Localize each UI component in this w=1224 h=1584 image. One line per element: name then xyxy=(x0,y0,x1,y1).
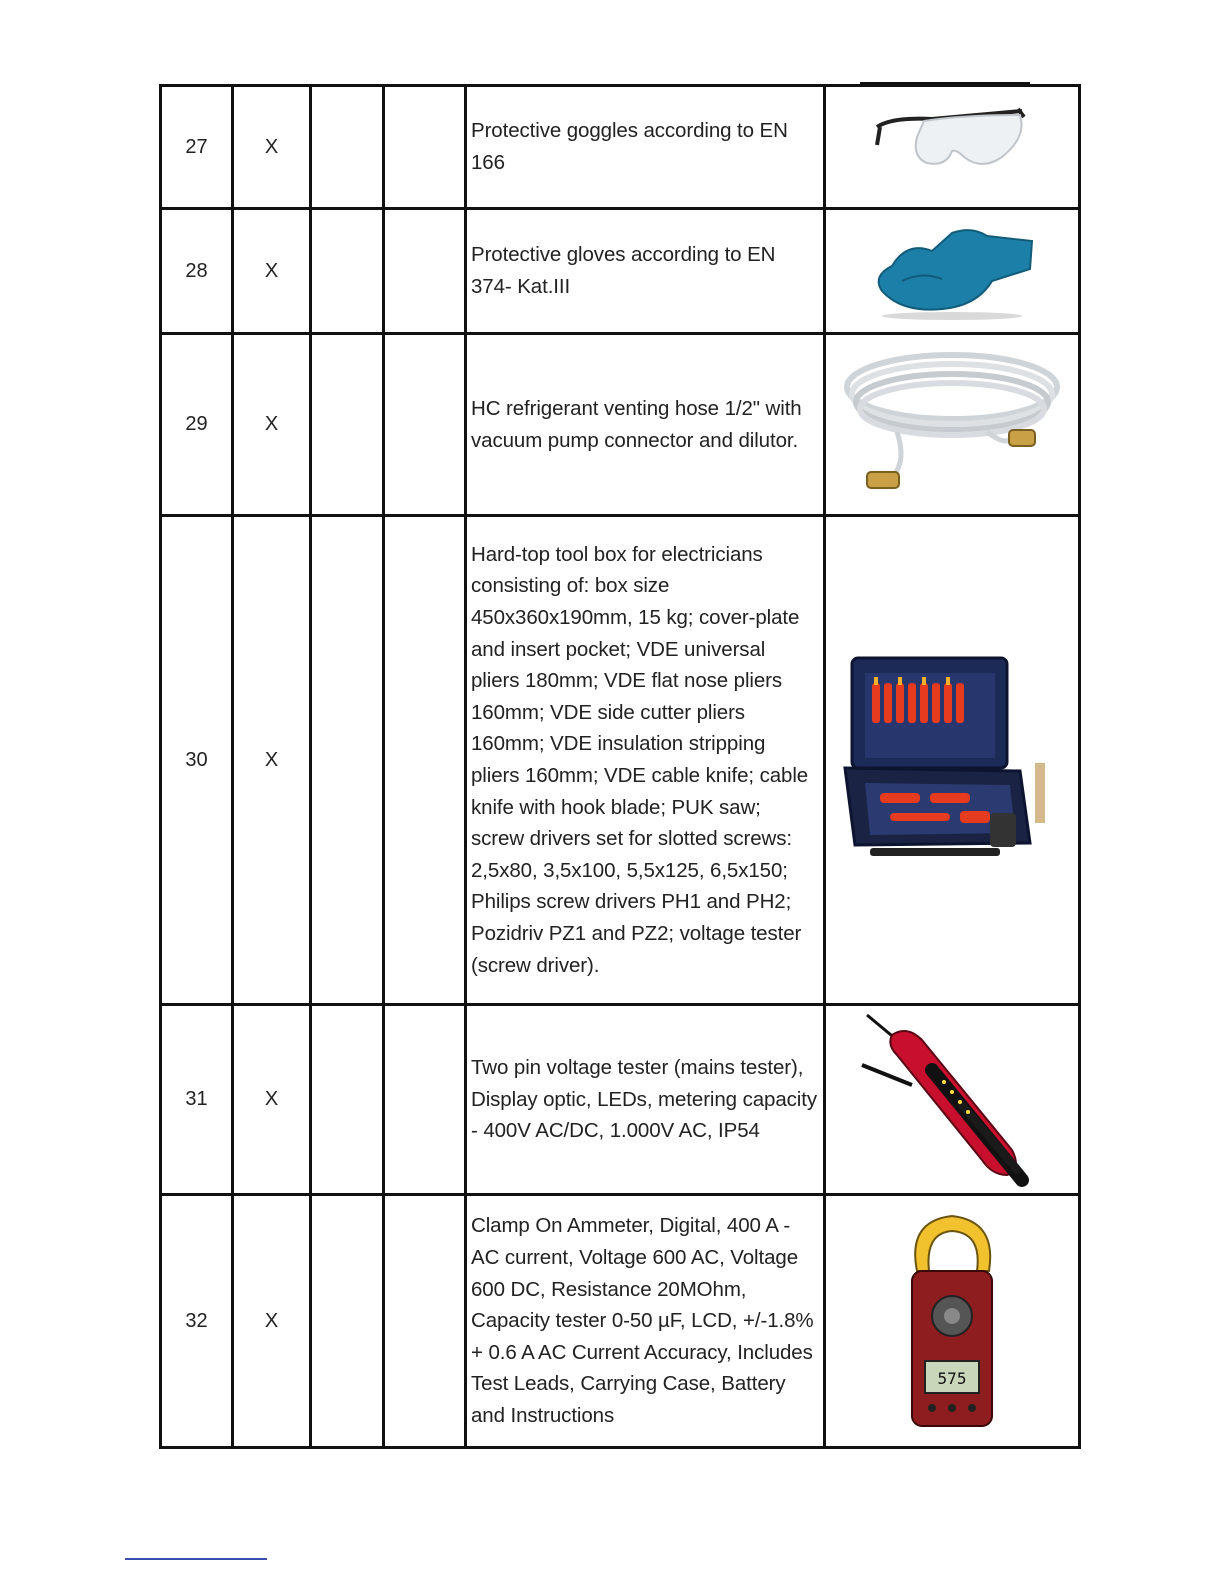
electrician-tool-case-icon xyxy=(840,653,1065,868)
item-image xyxy=(825,334,1080,516)
empty-cell xyxy=(384,1195,466,1448)
voltage-tester-icon xyxy=(852,1010,1052,1190)
coiled-hose-icon xyxy=(837,342,1067,507)
empty-cell xyxy=(311,1005,384,1195)
item-image xyxy=(825,516,1080,1005)
empty-cell xyxy=(384,1005,466,1195)
empty-cell xyxy=(384,86,466,209)
item-number: 29 xyxy=(161,334,233,516)
table-row xyxy=(161,516,1080,1005)
safety-goggles-icon xyxy=(872,97,1032,197)
item-description: Protective goggles according to EN 166 xyxy=(466,86,825,209)
protective-glove-icon xyxy=(862,221,1042,321)
item-mark: X xyxy=(233,86,311,209)
meter-display-readout: 575 xyxy=(937,1369,967,1388)
empty-cell xyxy=(311,1195,384,1448)
table-row xyxy=(161,1005,1080,1195)
item-number: 27 xyxy=(161,86,233,209)
item-description: Two pin voltage tester (mains tester), Display optic, LEDs, metering capacity - 400V AC/DC, 1.000V AC, IP54 xyxy=(466,1005,825,1195)
table-row xyxy=(161,1195,1080,1448)
equipment-table xyxy=(159,84,1081,1449)
empty-cell xyxy=(311,334,384,516)
item-image xyxy=(825,1005,1080,1195)
clamp-meter-icon xyxy=(897,1211,1007,1431)
empty-cell xyxy=(311,209,384,334)
item-mark: X xyxy=(233,516,311,1005)
item-number: 31 xyxy=(161,1005,233,1195)
empty-cell xyxy=(311,516,384,1005)
item-mark: X xyxy=(233,209,311,334)
table-row xyxy=(161,209,1080,334)
item-mark: X xyxy=(233,1195,311,1448)
item-number: 32 xyxy=(161,1195,233,1448)
table-row xyxy=(161,86,1080,209)
item-number: 28 xyxy=(161,209,233,334)
item-description: Hard-top tool box for electricians consisting of: box size 450x360x190mm, 15 kg; cover-plate and insert pocket; VDE universal pliers 180mm; VDE flat nose pliers 160mm; VDE side cutter pliers 160mm; VDE insulation stripping pliers 160mm; VDE cable knife; cable knife with hook blade; PUK saw; screw drivers set for slotted screws: 2,5x80, 3,5x100, 5,5x125, 6,5x150; Philips screw drivers PH1 and PH2; Pozidriv PZ1 and PZ2; voltage tester (screw driver). xyxy=(466,516,825,1005)
item-description: Clamp On Ammeter, Digital, 400 A - AC current, Voltage 600 AC, Voltage 600 DC, Resistance 20MOhm, Capacity tester 0-50 µF, LCD, +/-1.8% + 0.6 A AC Current Accuracy, Includes Test Leads, Carrying Case, Battery and Instructions xyxy=(466,1195,825,1448)
empty-cell xyxy=(384,334,466,516)
table-row xyxy=(161,334,1080,516)
item-image xyxy=(825,1195,1080,1448)
item-image xyxy=(825,209,1080,334)
empty-cell xyxy=(384,516,466,1005)
item-number: 30 xyxy=(161,516,233,1005)
item-mark: X xyxy=(233,334,311,516)
item-image xyxy=(825,86,1080,209)
empty-cell xyxy=(311,86,384,209)
empty-cell xyxy=(384,209,466,334)
item-description: Protective gloves according to EN 374- Kat.III xyxy=(466,209,825,334)
footnote-separator xyxy=(125,1558,267,1560)
item-mark: X xyxy=(233,1005,311,1195)
item-description: HC refrigerant venting hose 1/2" with vacuum pump connector and dilutor. xyxy=(466,334,825,516)
